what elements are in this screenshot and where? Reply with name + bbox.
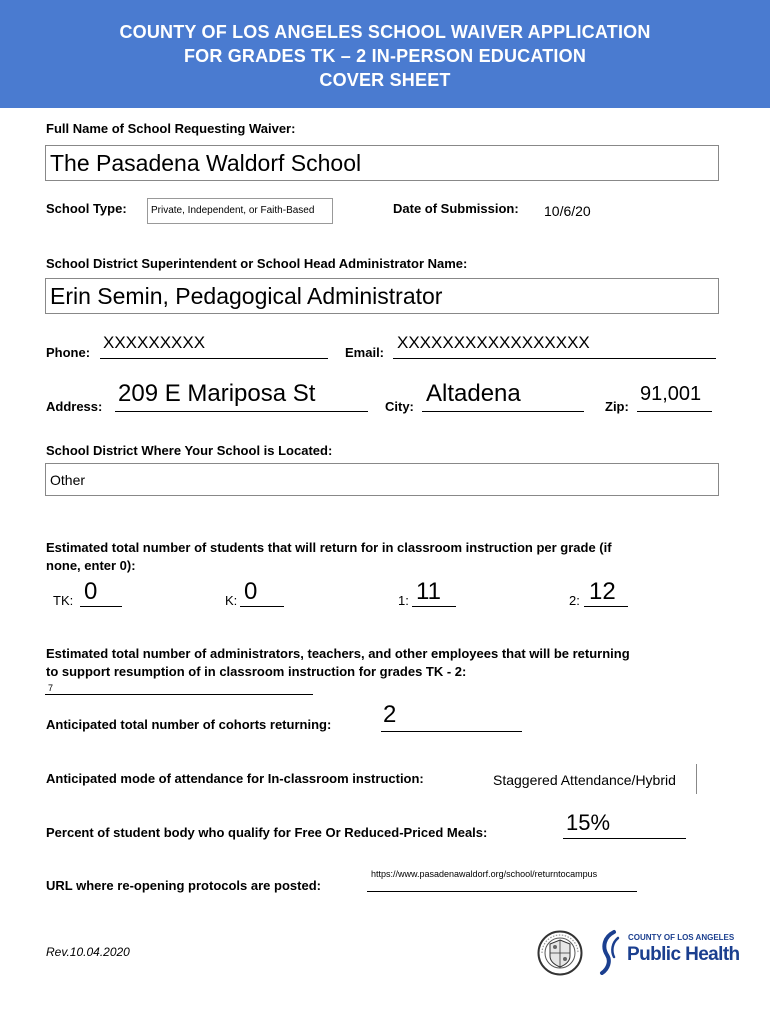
email-underline xyxy=(393,358,716,359)
grade2-label: 2: xyxy=(569,593,580,608)
phone-field[interactable]: XXXXXXXXX xyxy=(103,333,206,352)
date-submission-field[interactable]: 10/6/20 xyxy=(544,203,591,219)
url-field[interactable]: https://www.pasadenawaldorf.org/school/returntocampus xyxy=(371,869,598,879)
city-field[interactable]: Altadena xyxy=(426,380,521,407)
grade1-label: 1: xyxy=(398,593,409,608)
superintendent-label: School District Superintendent or School Head Administrator Name: xyxy=(46,256,468,271)
tk-underline xyxy=(80,606,122,607)
tk-label: TK: xyxy=(53,593,74,608)
k-underline xyxy=(240,606,284,607)
revision-text: Rev.10.04.2020 xyxy=(46,945,130,959)
phone-label: Phone: xyxy=(46,345,91,360)
address-underline xyxy=(115,411,368,412)
city-underline xyxy=(422,411,584,412)
district-label: School District Where Your School is Located: xyxy=(46,443,333,458)
zip-underline xyxy=(637,411,712,412)
public-health-logo-icon xyxy=(598,929,622,975)
k-field[interactable]: 0 xyxy=(244,578,258,605)
email-label: Email: xyxy=(345,345,385,360)
frpm-field[interactable]: 15% xyxy=(566,810,611,835)
attendance-field-edge xyxy=(696,764,697,794)
grade2-field[interactable]: 12 xyxy=(589,578,616,605)
k-label: K: xyxy=(225,593,238,608)
city-label: City: xyxy=(385,399,414,414)
school-type-field[interactable]: Private, Independent, or Faith-Based xyxy=(147,198,333,224)
staff-field[interactable]: 7 xyxy=(48,683,54,693)
cohorts-underline xyxy=(381,731,522,732)
date-submission-label: Date of Submission: xyxy=(393,201,519,216)
grade1-underline xyxy=(412,606,456,607)
frpm-underline xyxy=(563,838,686,839)
staff-underline xyxy=(45,694,313,695)
url-label: URL where re-opening protocols are posted: xyxy=(46,878,321,893)
school-name-field[interactable]: The Pasadena Waldorf School xyxy=(45,145,719,181)
header-banner xyxy=(0,0,770,108)
cohorts-label: Anticipated total number of cohorts returning: xyxy=(46,717,332,732)
url-underline xyxy=(367,891,637,892)
frpm-label: Percent of student body who qualify for Free Or Reduced-Priced Meals: xyxy=(46,825,488,840)
county-seal-icon xyxy=(537,930,583,976)
students-label-line2: none, enter 0): xyxy=(46,558,136,573)
school-type-label: School Type: xyxy=(46,201,127,216)
logo-top-text: COUNTY OF LOS ANGELES xyxy=(628,933,735,942)
form-title-line1: COUNTY OF LOS ANGELES SCHOOL WAIVER APPLICATION xyxy=(119,22,651,42)
form-title-line2: FOR GRADES TK – 2 IN-PERSON EDUCATION xyxy=(183,46,587,66)
logo-bottom-text: Public Health xyxy=(627,944,740,965)
grade1-field[interactable]: 11 xyxy=(416,578,441,605)
tk-field[interactable]: 0 xyxy=(84,578,98,605)
attendance-field[interactable]: Staggered Attendance/Hybrid xyxy=(493,772,676,788)
grade2-underline xyxy=(584,606,628,607)
staff-label-line2: to support resumption of in classroom instruction for grades TK - 2: xyxy=(46,664,467,679)
zip-label: Zip: xyxy=(605,399,629,414)
school-name-label: Full Name of School Requesting Waiver: xyxy=(46,121,296,136)
zip-field[interactable]: 91,001 xyxy=(640,383,702,405)
attendance-label: Anticipated mode of attendance for In-classroom instruction: xyxy=(46,771,424,786)
superintendent-field[interactable]: Erin Semin, Pedagogical Administrator xyxy=(45,278,719,314)
staff-label-line1: Estimated total number of administrators, teachers, and other employees that will be returning xyxy=(46,646,630,661)
email-field[interactable]: XXXXXXXXXXXXXXXXX xyxy=(397,333,590,352)
district-field[interactable]: Other xyxy=(45,463,719,496)
students-label-line1: Estimated total number of students that will return for in classroom instruction per grade (if xyxy=(46,540,612,555)
form-title-line3: COVER SHEET xyxy=(319,70,451,90)
phone-underline xyxy=(100,358,328,359)
cohorts-field[interactable]: 2 xyxy=(383,701,397,728)
address-label: Address: xyxy=(46,399,103,414)
address-field[interactable]: 209 E Mariposa St xyxy=(118,380,316,407)
